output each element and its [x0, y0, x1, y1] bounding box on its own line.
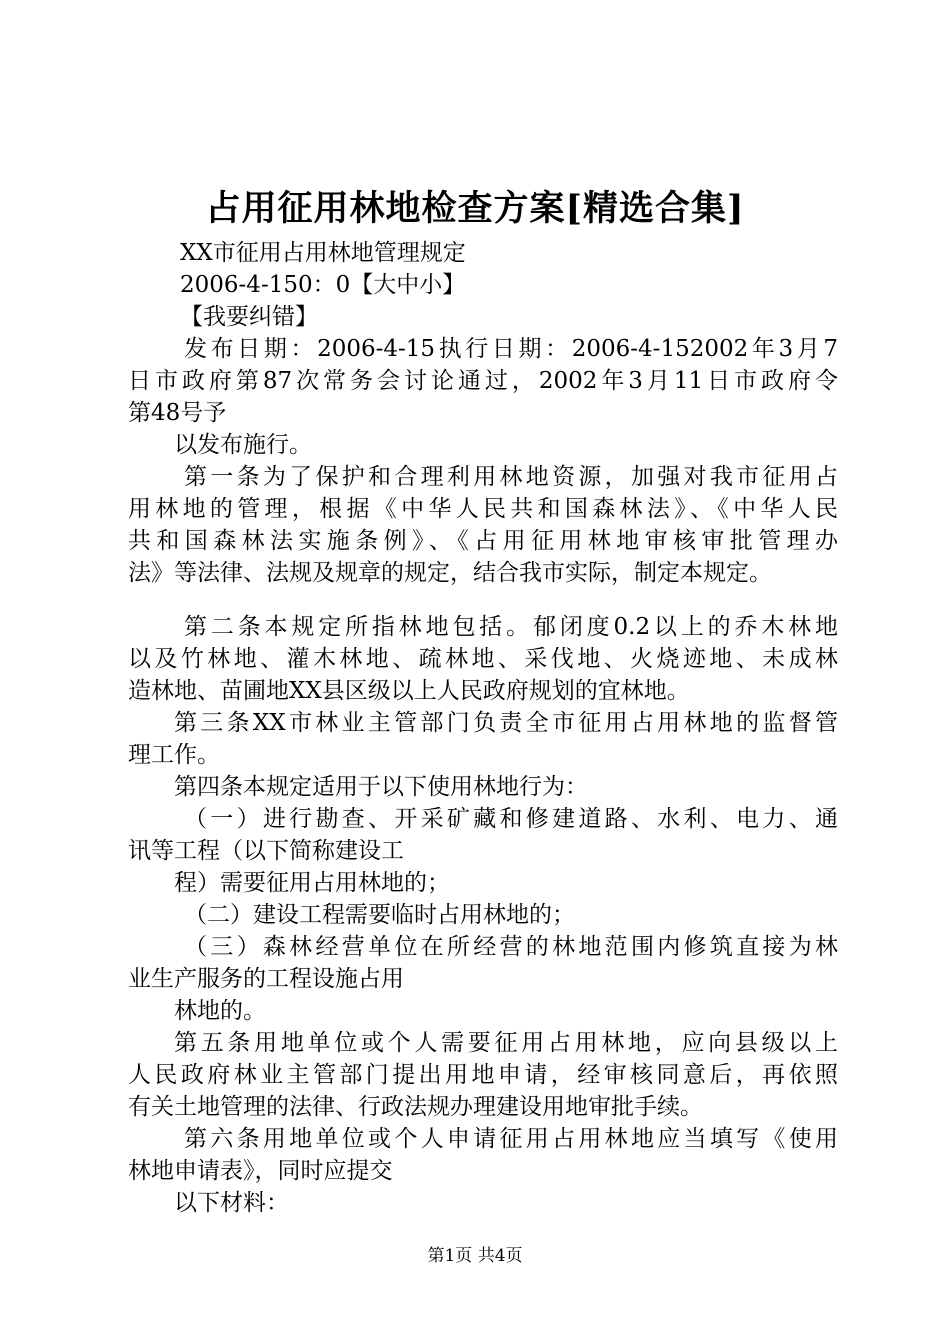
text-line: 【我要纠错】	[180, 304, 318, 330]
text-line: 第六条用地单位或个人申请征用占用林地应当填写《使用	[184, 1126, 838, 1152]
text-line: 造林地、苗圃地XX县区级以上人民政府规划的宜林地。	[128, 678, 690, 704]
text-line: 日市政府第87次常务会讨论通过，2002年3月11日市政府令	[128, 368, 838, 394]
text-line: 法》等法律、法规及规章的规定，结合我市实际，制定本规定。	[128, 560, 772, 586]
text-line: 以及竹林地、灌木林地、疏林地、采伐地、火烧迹地、未成林	[128, 646, 838, 672]
text-line: 理工作。	[128, 742, 220, 768]
text-line: 第48号予	[128, 400, 227, 426]
text-line: 讯等工程（以下简称建设工	[128, 838, 404, 864]
text-line: 2006-4-150：0【大中小】	[180, 272, 466, 298]
text-line: 以下材料：	[174, 1190, 289, 1216]
text-line: （三）森林经营单位在所经营的林地范围内修筑直接为林	[184, 934, 838, 960]
text-line: 林地申请表》，同时应提交	[128, 1158, 393, 1184]
text-line: 第三条XX市林业主管部门负责全市征用占用林地的监督管	[174, 710, 838, 736]
document-title: 占用征用林地检查方案[精选合集]	[205, 188, 745, 229]
text-line: 第五条用地单位或个人需要征用占用林地，应向县级以上	[174, 1030, 838, 1056]
text-line: 第一条为了保护和合理利用林地资源，加强对我市征用占	[184, 464, 838, 490]
text-line: 林地的。	[174, 998, 266, 1024]
text-line: 业生产服务的工程设施占用	[128, 966, 404, 992]
text-line: 第二条本规定所指林地包括。郁闭度0.2以上的乔木林地	[184, 614, 838, 640]
text-line: XX市征用占用林地管理规定	[180, 240, 466, 266]
paragraph-gap	[128, 589, 838, 611]
text-line: 第四条本规定适用于以下使用林地行为：	[174, 774, 588, 800]
text-line: 有关土地管理的法律、行政法规办理建设用地审批手续。	[128, 1094, 703, 1120]
text-line: （一）进行勘查、开采矿藏和修建道路、水利、电力、通	[184, 806, 838, 832]
text-line: （二）建设工程需要临时占用林地的；	[184, 902, 575, 928]
text-line: 发布日期：2006-4-15执行日期：2006-4-152002年3月7	[184, 336, 838, 362]
page-footer: 第1页 共4页	[427, 1246, 523, 1266]
text-line: 程）需要征用占用林地的；	[174, 870, 450, 896]
text-line: 共和国森林法实施条例》、《占用征用林地审核审批管理办	[128, 528, 838, 554]
text-line: 人民政府林业主管部门提出用地申请，经审核同意后，再依照	[128, 1062, 838, 1088]
text-line: 用林地的管理，根据《中华人民共和国森林法》、《中华人民	[128, 496, 838, 522]
text-line: 以发布施行。	[174, 432, 312, 458]
document-body	[128, 237, 838, 1219]
